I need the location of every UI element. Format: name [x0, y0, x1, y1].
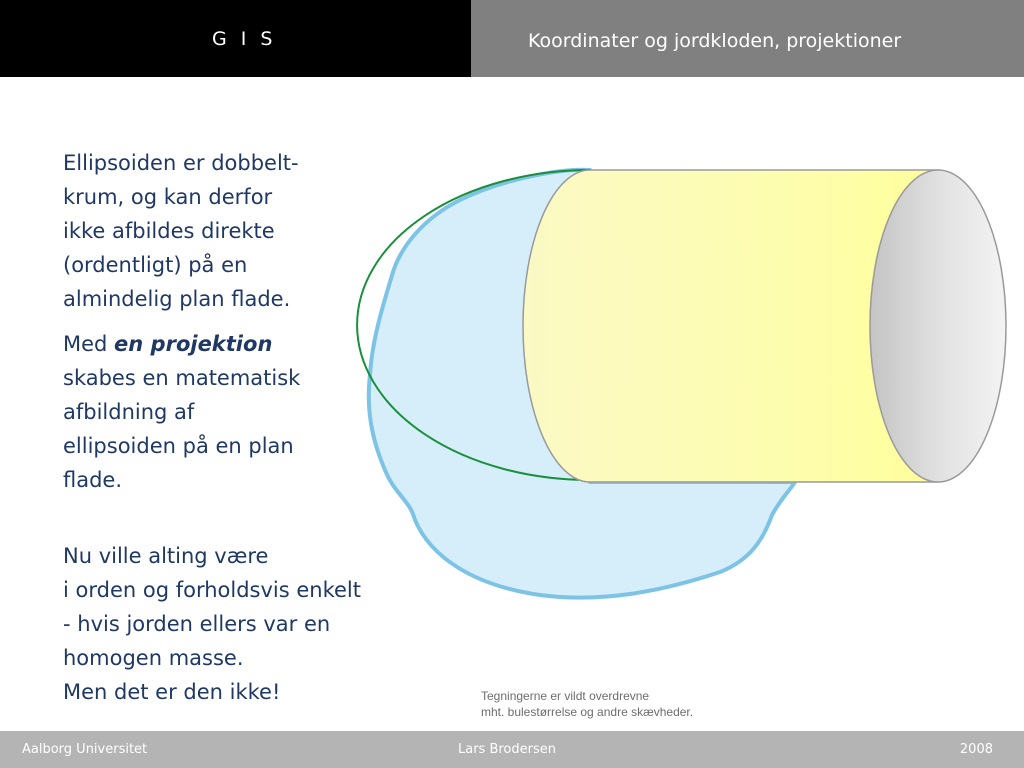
course-title: G I S: [212, 28, 277, 50]
projection-cylinder-cap: [870, 170, 1006, 482]
projection-term: en projektion: [114, 332, 273, 356]
paragraph-projection: Med en projektion skabes en matematisk afbildning af ellipsoiden på en plan flade.: [63, 332, 301, 492]
slide-title: Koordinater og jordkloden, projektioner: [528, 30, 902, 52]
footer-year: 2008: [959, 742, 993, 757]
paragraph-geoid: Nu ville alting være i orden og forholdsvis enkelt - hvis jorden ellers var en homogen masse. Men det er den ikke!: [63, 544, 361, 704]
footer-bar: [0, 731, 1024, 768]
footer-author: Lars Brodersen: [458, 742, 556, 757]
figure-caption: Tegningerne er vildt overdrevne mht. bulestørrelse og andre skævheder.: [481, 689, 694, 719]
paragraph-ellipsoid: Ellipsoiden er dobbelt- krum, og kan derfor ikke afbildes direkte (ordentligt) på en almindelig plan flade.: [63, 151, 299, 311]
footer-institution: Aalborg Universitet: [22, 742, 148, 757]
